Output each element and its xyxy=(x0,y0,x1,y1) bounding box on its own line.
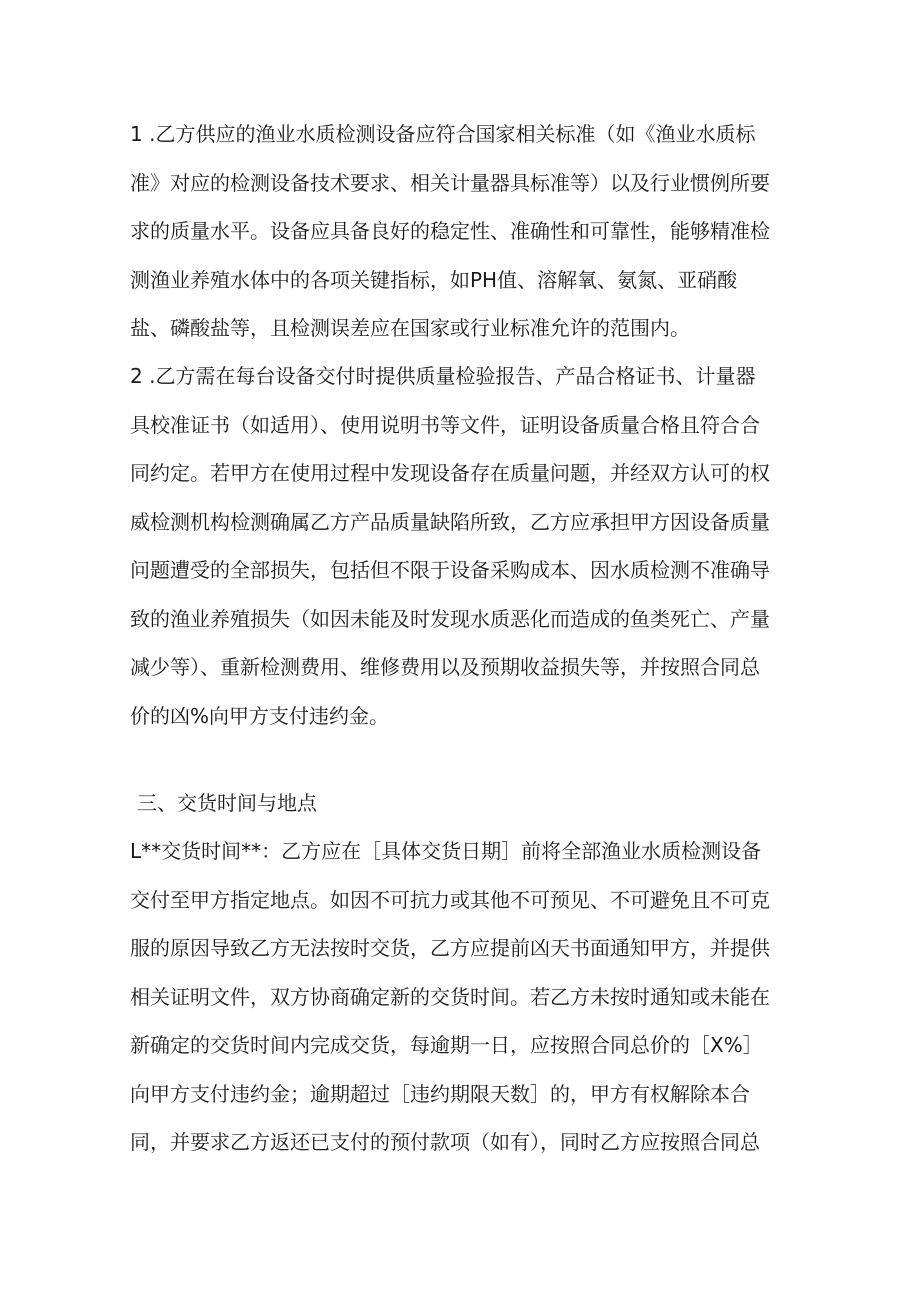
text-line: L**交货时间**：乙方应在［具体交货日期］前将全部渔业水质检测设备 xyxy=(130,839,762,863)
text-line: 盐、磷酸盐等，且检测误差应在国家或行业标准允许的范围内。 xyxy=(130,316,690,340)
paragraph-quality-standard xyxy=(130,110,790,353)
text-line: 新确定的交货时间内完成交货，每逾期一日，应按照合同总价的［X%］ xyxy=(130,1033,763,1057)
text-line: 威检测机构检测确属乙方产品质量缺陷所致，乙方应承担甲方因设备质量 xyxy=(130,509,770,534)
text-line: 同，并要求乙方返还已支付的预付款项（如有），同时乙方应按照合同总 xyxy=(130,1130,760,1154)
text-line: 问题遭受的全部损失，包括但不限于设备采购成本、因水质检测不准确导 xyxy=(130,558,770,582)
text-line: 减少等）、重新检测费用、维修费用以及预期收益损失等，并按照合同总 xyxy=(130,655,760,679)
section-heading: 三、交货时间与地点 xyxy=(137,791,317,815)
text-line: 具校准证书（如适用）、使用说明书等文件，证明设备质量合格且符合合 xyxy=(130,412,760,437)
text-line: 价的凶%向甲方支付违约金。 xyxy=(130,703,390,728)
text-line: 同约定。若甲方在使用过程中发现设备存在质量问题，并经双方认可的权 xyxy=(130,461,770,485)
text-line: 致的渔业养殖损失（如因未能及时发现水质恶化而造成的鱼类死亡、产量 xyxy=(130,606,770,631)
text-line: 1 .乙方供应的渔业水质检测设备应符合国家相关标准（如《渔业水质标 xyxy=(130,122,756,146)
text-line: 服的原因导致乙方无法按时交货，乙方应提前凶天书面通知甲方，并提供 xyxy=(130,936,770,960)
paragraph-quality-documents xyxy=(130,352,790,740)
text-line: 准》对应的检测设备技术要求、相关计量器具标准等）以及行业惯例所要 xyxy=(130,170,770,195)
text-line: 向甲方支付违约金；逾期超过［违约期限天数］的，甲方有权解除本合 xyxy=(130,1081,750,1106)
text-line: 2 .乙方需在每台设备交付时提供质量检验报告、产品合格证书、计量器 xyxy=(130,364,756,388)
paragraph-delivery-time xyxy=(130,827,790,1167)
text-line: 求的质量水平。设备应具备良好的稳定性、准确性和可靠性，能够精准检 xyxy=(130,219,770,243)
text-line: 测渔业养殖水体中的各项关键指标，如PH值、溶解氧、氨氮、亚硝酸 xyxy=(130,267,738,292)
text-line: 交付至甲方指定地点。如因不可抗力或其他不可预见、不可避免且不可克 xyxy=(130,887,770,912)
text-line: 相关证明文件，双方协商确定新的交货时间。若乙方未按时通知或未能在 xyxy=(130,984,770,1009)
